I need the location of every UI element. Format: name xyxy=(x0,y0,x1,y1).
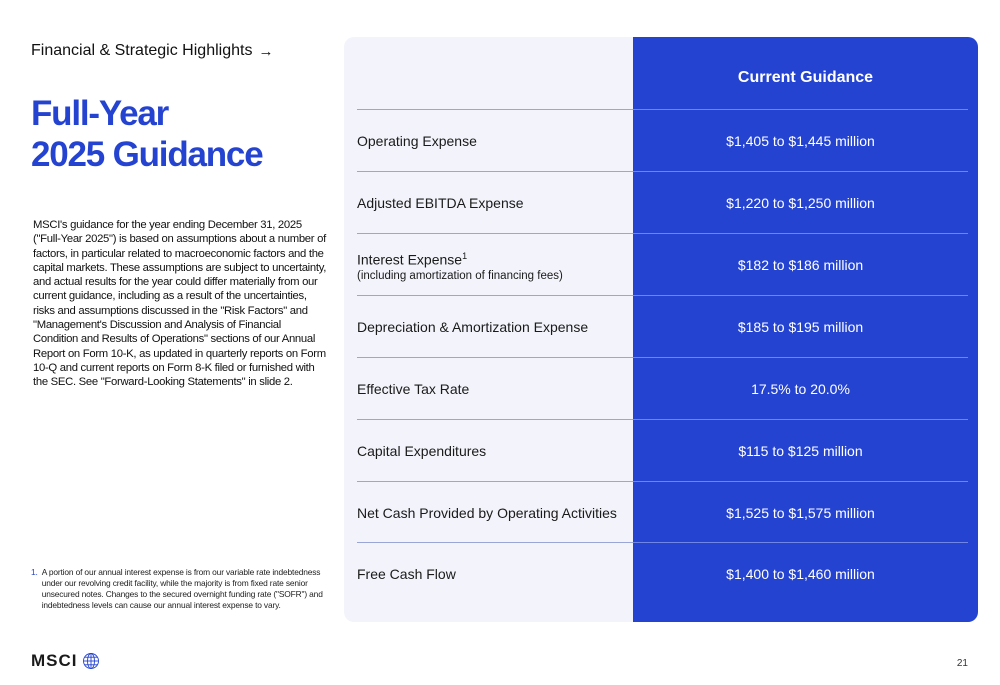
table-row xyxy=(357,172,968,234)
row-label: Effective Tax Rate xyxy=(357,381,470,397)
row-label: Net Cash Provided by Operating Activities xyxy=(357,505,617,521)
row-label: Depreciation & Amortization Expense xyxy=(357,319,589,335)
row-label: Operating Expense xyxy=(357,133,477,149)
table-row xyxy=(357,234,968,296)
globe-icon xyxy=(82,652,100,670)
logo-wordmark: MSCI xyxy=(31,651,78,670)
msci-logo xyxy=(31,651,100,671)
footnote-text: A portion of our annual interest expense is from our variable rate indebtedness under our revolving credit facility, while the majority is from fixed rate senior unsecured notes. Changes to the secured overnight funding rate ("SOFR") and indebtedness levels can cause our annual interest expense to vary. xyxy=(41,567,323,610)
guidance-description: MSCI's guidance for the year ending December 31, 2025 ("Full-Year 2025") is based on assumptions about a number of factors, in particular related to macroeconomic factors and the capital markets. These assumptions are subject to uncertainty, and actual results for the year could differ materially from our current guidance, including as a result of the uncertainties, risks and assumptions discussed in the "Risk Factors" and "Management's Discussion and Analysis of Financial Condition and Results of Operations" sections of our Annual Report on Form 10-K, as updated in quarterly reports on Form 10-Q and current reports on Form 8-K filed or furnished with the SEC. See "Forward-Looking Statements" in slide 2. xyxy=(33,219,327,389)
table-row xyxy=(357,358,968,420)
column-header: Current Guidance xyxy=(737,69,874,86)
section-label: Financial & Strategic Highlights xyxy=(31,42,253,59)
row-value: $182 to $186 million xyxy=(737,257,864,273)
page-number: 21 xyxy=(956,658,968,669)
footnote xyxy=(31,567,331,611)
row-label: Free Cash Flow xyxy=(357,566,456,582)
section-breadcrumb[interactable] xyxy=(31,42,273,60)
table-row xyxy=(357,482,968,544)
footnote-number: 1. xyxy=(31,567,38,577)
page-title xyxy=(31,93,262,175)
row-value: $1,525 to $1,575 million xyxy=(726,505,875,521)
table-row xyxy=(357,110,968,172)
footnote-ref: 1 xyxy=(462,251,468,262)
page-title-line2: 2025 Guidance xyxy=(31,135,263,174)
row-value: $1,405 to $1,445 million xyxy=(726,133,875,149)
row-value: $185 to $195 million xyxy=(737,319,864,335)
guidance-table xyxy=(344,37,978,622)
page-title-line1: Full-Year xyxy=(31,94,169,133)
row-value: $115 to $125 million xyxy=(738,443,863,459)
row-label: Adjusted EBITDA Expense xyxy=(357,195,524,211)
table-row xyxy=(357,296,968,358)
row-value: $1,220 to $1,250 million xyxy=(726,195,875,211)
row-value: 17.5% to 20.0% xyxy=(751,381,850,397)
row-label: Capital Expenditures xyxy=(357,443,487,459)
table-row xyxy=(357,543,968,605)
table-row xyxy=(357,420,968,482)
row-value: $1,400 to $1,460 million xyxy=(726,566,875,582)
row-label xyxy=(357,247,633,283)
row-label-sub: (including amortization of financing fees) xyxy=(357,269,563,282)
arrow-right-icon: → xyxy=(258,42,274,60)
row-label-main: Interest Expense xyxy=(357,251,463,268)
